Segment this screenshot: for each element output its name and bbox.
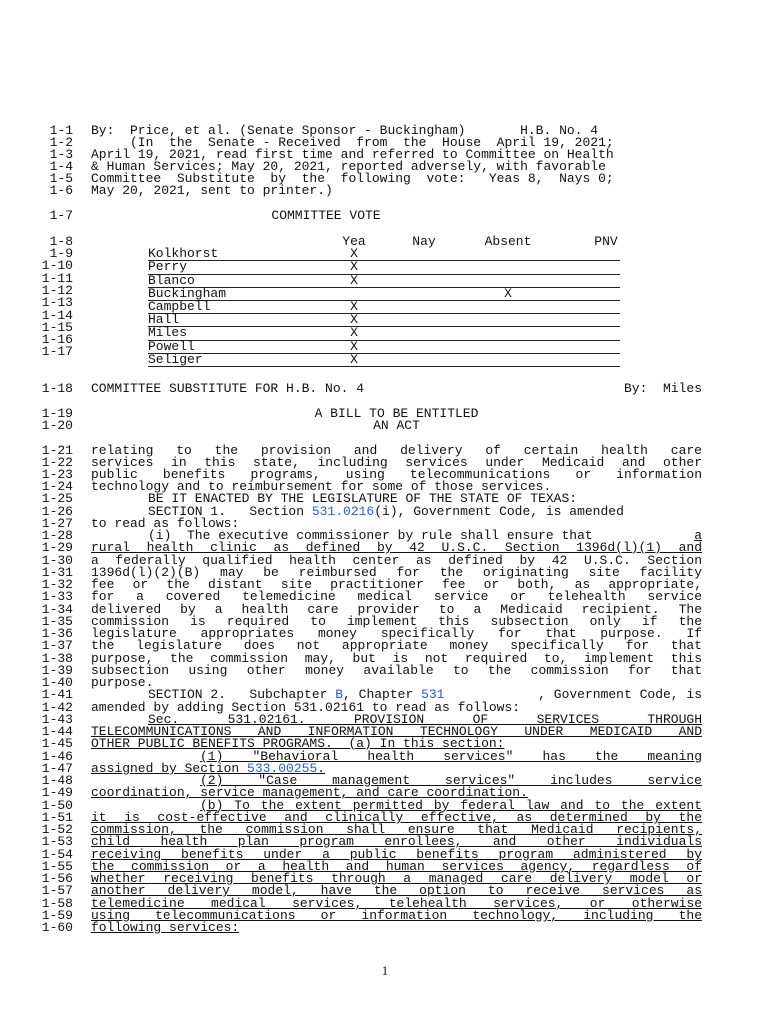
senator-name: Blanco — [148, 272, 195, 288]
vote-yea: X — [350, 338, 358, 354]
inserted-line: (b) To the extent permitted by federal law and to the extent — [200, 798, 702, 813]
line-number: 1-52 — [41, 822, 73, 837]
line-number: 1-20 — [41, 418, 73, 433]
header-line: May 20, 2021, sent to printer.) — [91, 183, 333, 198]
vote-row — [148, 338, 620, 354]
line-number: 1-4 — [49, 159, 73, 174]
line-number: 1-49 — [41, 785, 73, 800]
body-line: relating to the provision and delivery of certain health care — [91, 443, 702, 458]
committee-vote-table — [148, 236, 620, 367]
line-number: 1-21 — [41, 443, 73, 458]
body-line: the legislature does not appropriate money specifically for that — [91, 638, 702, 653]
inserted-line: OTHER PUBLIC BENEFITS PROGRAMS. (a) In this section: — [91, 736, 505, 751]
line-number: 1-58 — [41, 896, 73, 911]
line-number: 1-45 — [41, 736, 73, 751]
inserted-line: receiving benefits under a public benefits program administered by — [91, 847, 702, 862]
inserted-line: using telecommunications or information technology, including the — [91, 908, 702, 923]
enacting-clause: BE IT ENACTED BY THE LEGISLATURE OF THE STATE OF TEXAS: — [148, 491, 578, 506]
body-line: to read as follows: — [91, 516, 240, 531]
senator-name: Campbell — [148, 298, 211, 314]
vote-row — [148, 298, 620, 314]
body-line: technology and to reimbursement for some of those services. — [91, 479, 552, 494]
vote-row — [148, 327, 620, 340]
vote-yea: X — [350, 298, 358, 314]
line-number: 1-59 — [41, 908, 73, 923]
inserted-line: TELECOMMUNICATIONS AND INFORMATION TECHNOLOGY UNDER MEDICAID AND — [91, 724, 702, 739]
body-line: subsection using other money available to the commission for that — [91, 663, 702, 678]
header-line: April 19, 2021, read first time and referred to Committee on Health — [91, 147, 614, 162]
line-number: 1-30 — [41, 553, 73, 568]
line-number: 1-5 — [49, 171, 73, 186]
vote-table-header — [148, 236, 620, 248]
line-number: 1-36 — [41, 626, 73, 641]
line-number: 1-56 — [41, 871, 73, 886]
line-number: 1-2 — [49, 135, 73, 150]
header-line: Committee Substitute by the following vote: Yeas 8, Nays 0; — [91, 171, 614, 186]
line-number: 1-13 — [41, 295, 73, 311]
inserted-line: coordination, service management, and care coordination. — [91, 785, 528, 800]
line-number: 1-31 — [41, 565, 73, 580]
line-number: 1-1 — [49, 123, 73, 138]
line-number: 1-19 — [41, 406, 73, 421]
body-line: commission is required to implement this subsection only if the — [91, 614, 702, 629]
line-number: 1-32 — [41, 577, 73, 592]
page-number: 1 — [381, 963, 389, 978]
line-number: 1-38 — [41, 651, 73, 666]
section-link-533-00255[interactable]: 533.00255 — [247, 761, 318, 776]
body-line: delivered by a health care provider to a Medicaid recipient. The — [91, 602, 702, 617]
line-number: 1-39 — [41, 663, 73, 678]
vote-row — [148, 285, 620, 301]
body-line: 1396d(l)(2)(B) may be reimbursed for the originating site facility — [91, 565, 702, 580]
line-number: 1-27 — [41, 516, 73, 531]
col-pnv: PNV — [594, 234, 618, 249]
inserted-line: following services: — [91, 920, 240, 935]
line-number: 1-22 — [41, 455, 73, 470]
inserted-line: child health plan program enrollees, and other individuals — [91, 834, 702, 849]
vote-yea: X — [350, 246, 358, 262]
inserted-line: the commission or a health and human services agency, regardless of — [91, 859, 702, 874]
body-text: (i) The executive commissioner by rule shall ensure that — [148, 528, 601, 543]
body-line: services in this state, including services under Medicaid and other — [91, 455, 702, 470]
section-2-text: SECTION 2. Subchapter — [148, 687, 336, 702]
line-number: 1-15 — [41, 319, 73, 335]
line-number: 1-26 — [41, 504, 73, 519]
senator-name: Perry — [148, 259, 188, 275]
vote-row — [148, 351, 620, 367]
line-number: 1-16 — [41, 332, 73, 348]
line-number: 1-7 — [49, 208, 73, 223]
inserted-text: a — [694, 528, 702, 543]
bill-title-line2: AN ACT — [373, 418, 420, 433]
line-number: 1-55 — [41, 859, 73, 874]
line-number: 1-54 — [41, 847, 73, 862]
header-line: (In the Senate - Received from the House April 19, 2021; — [91, 135, 614, 150]
col-nay: Nay — [412, 234, 436, 249]
inserted-line: another delivery model, have the option to receive services as — [91, 883, 702, 898]
substitute-title: COMMITTEE SUBSTITUTE FOR H.B. No. 4 — [91, 381, 365, 396]
line-number: 1-53 — [41, 834, 73, 849]
vote-yea: X — [350, 272, 358, 288]
line-number: 1-12 — [41, 282, 73, 298]
subchapter-link-b[interactable]: B — [335, 687, 344, 702]
line-number: 1-35 — [41, 614, 73, 629]
header-line: & Human Services; May 20, 2021, reported adversely, with favorable — [91, 159, 606, 174]
committee-substitute-line — [91, 383, 702, 395]
body-line: for a covered telemedicine medical service or telehealth service — [91, 589, 702, 604]
section-link-531-0216[interactable]: 531.0216 — [311, 504, 375, 519]
header-line: By: Price, et al. (Senate Sponsor - Buckingham) H.B. No. 4 — [91, 123, 599, 138]
substitute-sponsor: By: Miles — [623, 381, 702, 396]
line-number: 1-50 — [41, 798, 73, 813]
senator-name: Powell — [148, 338, 195, 354]
bill-title-line1: A BILL TO BE ENTITLED — [314, 406, 479, 421]
body-line: legislature appropriates money specifically for that purpose. If — [91, 626, 702, 641]
senator-name: Miles — [148, 325, 188, 341]
line-number: 1-37 — [41, 638, 73, 653]
section-2-text-mid: , Chapter — [343, 687, 422, 702]
line-number: 1-11 — [41, 270, 73, 286]
line-number: 1-23 — [41, 467, 73, 482]
line-number: 1-25 — [41, 491, 73, 506]
vote-yea: X — [350, 325, 358, 341]
line-number: 1-9 — [49, 246, 73, 261]
line-number: 1-40 — [41, 675, 73, 690]
vote-yea: X — [350, 351, 358, 367]
inserted-text: . — [317, 761, 326, 776]
inserted-line: it is cost-effective and clinically effective, as determined by the — [91, 810, 702, 825]
inserted-text: assigned by Section — [91, 761, 248, 776]
line-number: 1-33 — [41, 589, 73, 604]
line-number: 1-47 — [41, 761, 73, 776]
inserted-line: (2) "Case management services" includes service — [200, 773, 702, 788]
line-number: 1-46 — [41, 749, 73, 764]
body-line: purpose, the commission may, but is not required to, implement this — [91, 651, 702, 666]
section-1-text-end: (i), Government Code, is amended — [374, 504, 624, 519]
line-number: 1-3 — [49, 147, 73, 162]
line-number: 1-41 — [41, 687, 73, 702]
senator-name: Buckingham — [148, 285, 227, 301]
col-absent: Absent — [484, 234, 532, 249]
col-yea: Yea — [342, 234, 366, 249]
line-number: 1-17 — [41, 344, 73, 360]
line-number: 1-18 — [41, 381, 73, 396]
body-line: amended by adding Section 531.02161 to read as follows: — [91, 700, 521, 715]
line-number: 1-44 — [41, 724, 73, 739]
vote-yea: X — [350, 259, 358, 275]
line-number: 1-48 — [41, 773, 73, 788]
line-number: 1-34 — [41, 602, 73, 617]
body-line: fee or the distant site practitioner fee or both, as appropriate, — [91, 577, 702, 592]
senator-name: Hall — [148, 312, 180, 328]
vote-row — [148, 261, 620, 274]
line-number: 1-51 — [41, 810, 73, 825]
inserted-line: (1) "Behavioral health services" has the meaning — [200, 749, 702, 764]
body-line: purpose. — [91, 675, 154, 690]
line-number: 1-10 — [41, 258, 73, 274]
inserted-line: rural health clinic as defined by 42 U.S.C. Section 1396d(l)(1) and — [91, 540, 702, 555]
line-number: 1-57 — [41, 883, 73, 898]
vote-absent: X — [504, 285, 512, 301]
line-number: 1-28 — [41, 528, 73, 543]
senator-name: Kolkhorst — [148, 246, 219, 262]
line-number: 1-14 — [41, 307, 73, 323]
line-number: 1-42 — [41, 700, 73, 715]
inserted-line: Sec. 531.02161. PROVISION OF SERVICES THROUGH — [148, 712, 702, 727]
senator-name: Seliger — [148, 351, 203, 367]
section-2-text-end: , Government Code, is — [538, 687, 702, 702]
chapter-link-531[interactable]: 531 — [421, 687, 445, 702]
line-number: 1-8 — [49, 234, 73, 249]
body-line: public benefits programs, using telecommunications or information — [91, 467, 702, 482]
line-number: 1-29 — [41, 540, 73, 555]
line-number: 1-43 — [41, 712, 73, 727]
line-number: 1-6 — [49, 183, 73, 198]
inserted-line: telemedicine medical services, telehealth services, or otherwise — [91, 896, 702, 911]
inserted-line: commission, the commission shall ensure that Medicaid recipients, — [91, 822, 702, 837]
section-1-text: SECTION 1. Section — [148, 504, 312, 519]
inserted-line: whether receiving benefits through a managed care delivery model or — [91, 871, 702, 886]
line-number: 1-60 — [41, 920, 73, 935]
vote-row — [148, 314, 620, 327]
committee-vote-title: COMMITTEE VOTE — [271, 208, 381, 223]
vote-yea: X — [350, 312, 358, 328]
vote-row — [148, 248, 620, 261]
body-line: a federally qualified health center as defined by 42 U.S.C. Section — [91, 553, 702, 568]
line-number: 1-24 — [41, 479, 73, 494]
